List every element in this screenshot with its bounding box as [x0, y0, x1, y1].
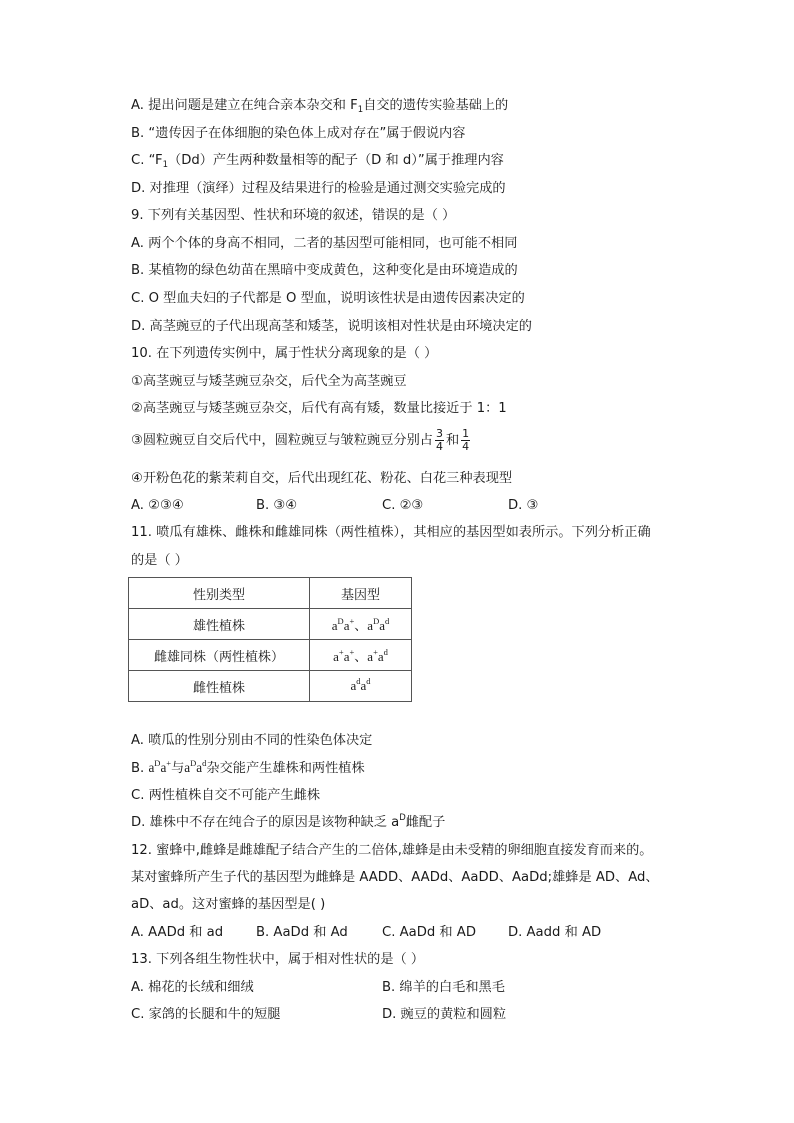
- q8-option-c: C. “$F_1(Dd)$产生两种数量相等的配子（D 和 d）”属于推理内容: [131, 153, 504, 170]
- fraction-one-quarter: $\frac{1}{4}$: [462, 426, 470, 453]
- table-cell-monoecious: 雌雄同株（两性植株）: [129, 640, 310, 671]
- q9-option-b: B. 某植物的绿色幼苗在黑暗中变成黄色，这种变化是由环境造成的: [131, 263, 518, 278]
- table-header-sex-type: 性别类型: [129, 578, 310, 609]
- table-row: [129, 578, 412, 609]
- fraction-three-quarters: $\frac{3}{4}$: [435, 426, 443, 453]
- q9-stem: 9. 下列有关基因型、性状和环境的叙述，错误的是（ ）: [131, 208, 456, 223]
- q10-item-1: ①高茎豌豆与矮茎豌豆杂交，后代全为高茎豌豆: [131, 374, 407, 389]
- q10-item-3: ③圆粒豌豆自交后代中，圆粒豌豆与皱粒豌豆分别占 $\frac{3}{4}$ 和 $\frac{1}{4}$: [131, 426, 470, 453]
- q13-option-d: D. 豌豆的黄粒和圆粒: [382, 1007, 507, 1022]
- q13-stem: 13. 下列各组生物性状中，属于相对性状的是（ ）: [131, 952, 425, 967]
- q11-stem-line-1: 11. 喷瓜有雄株、雌株和雌雄同株（两性植株），其相应的基因型如表所示。下列分析正确: [131, 525, 651, 540]
- q10-stem: 10. 在下列遗传实例中，属于性状分离现象的是（ ）: [131, 346, 438, 361]
- q9-option-d: D. 高茎豌豆的子代出现高茎和矮茎，说明该相对性状是由环境决定的: [131, 319, 532, 334]
- genotype-table: [128, 577, 412, 702]
- q11-stem-line-2: 的是（ ）: [131, 553, 188, 568]
- table-cell-female-genotype: $a^da^d$: [310, 671, 412, 702]
- q11-option-d: D. 雄株中不存在纯合子的原因是该物种缺乏 $a^D$雌配子: [131, 813, 446, 830]
- q13-option-a: A. 棉花的长绒和细绒: [131, 980, 254, 995]
- q12-option-b: B. AaDd 和 Ad: [256, 925, 348, 940]
- q8-option-b: B. “遗传因子在体细胞的染色体上成对存在”属于假说内容: [131, 126, 466, 141]
- q13-option-b: B. 绵羊的白毛和黑毛: [382, 980, 505, 995]
- q12-option-a: A. AADd 和 ad: [131, 925, 224, 940]
- q8-option-d: D. 对推理（演绎）过程及结果进行的检验是通过测交实验完成的: [131, 181, 506, 196]
- table-row: [129, 609, 412, 640]
- q10-option-c: C. ②③: [382, 498, 424, 513]
- q9-option-a: A. 两个个体的身高不相同，二者的基因型可能相同，也可能不相同: [131, 236, 518, 251]
- q12-stem-line-2: 某对蜜蜂所产生子代的基因型为雌蜂是 AADD、AADd、AaDD、AaDd;雄蜂是 AD、Ad、: [131, 870, 659, 885]
- table-row: [129, 671, 412, 702]
- q10-option-d: D. ③: [508, 498, 539, 513]
- q11-option-c: C. 两性植株自交不可能产生雌株: [131, 788, 321, 803]
- q11-option-a: A. 喷瓜的性别分别由不同的性染色体决定: [131, 733, 373, 748]
- q11-option-b: B. $a^Da^+$与$a^Da^d$杂交能产生雄株和两性植株: [131, 758, 365, 776]
- q10-option-a: A. ②③④: [131, 498, 184, 513]
- q12-stem-line-1: 12. 蜜蜂中,雌蜂是雌雄配子结合产生的二倍体,雄蜂是由未受精的卵细胞直接发育而来的。: [131, 843, 653, 858]
- q12-option-d: D. Aadd 和 AD: [508, 925, 602, 940]
- table-cell-monoecious-genotype: a+a+、$a^+a^d$: [310, 640, 412, 671]
- q10-item-4: ④开粉色花的紫茉莉自交，后代出现红花、粉花、白花三种表现型: [131, 471, 513, 486]
- table-row: [129, 640, 412, 671]
- q12-option-c: C. AaDd 和 AD: [382, 925, 476, 940]
- table-cell-female: 雌性植株: [129, 671, 310, 702]
- q9-option-c: C. O 型血夫妇的子代都是 O 型血，说明该性状是由遗传因素决定的: [131, 291, 525, 306]
- q10-item-2: ②高茎豌豆与矮茎豌豆杂交，后代有高有矮，数量比接近于 1：1: [131, 401, 507, 416]
- q8-option-a: A. 提出问题是建立在纯合亲本杂交和 $F_1$自交的遗传实验基础上的: [131, 98, 509, 115]
- q13-option-c: C. 家鸽的长腿和牛的短腿: [131, 1007, 281, 1022]
- table-header-genotype: 基因型: [310, 578, 412, 609]
- table-cell-male-genotype: $a^Da^+$、$a^Da^d$: [310, 609, 412, 640]
- q10-option-b: B. ③④: [256, 498, 298, 513]
- q12-stem-line-3: aD、ad。这对蜜蜂的基因型是( ): [131, 897, 326, 912]
- table-cell-male: 雄性植株: [129, 609, 310, 640]
